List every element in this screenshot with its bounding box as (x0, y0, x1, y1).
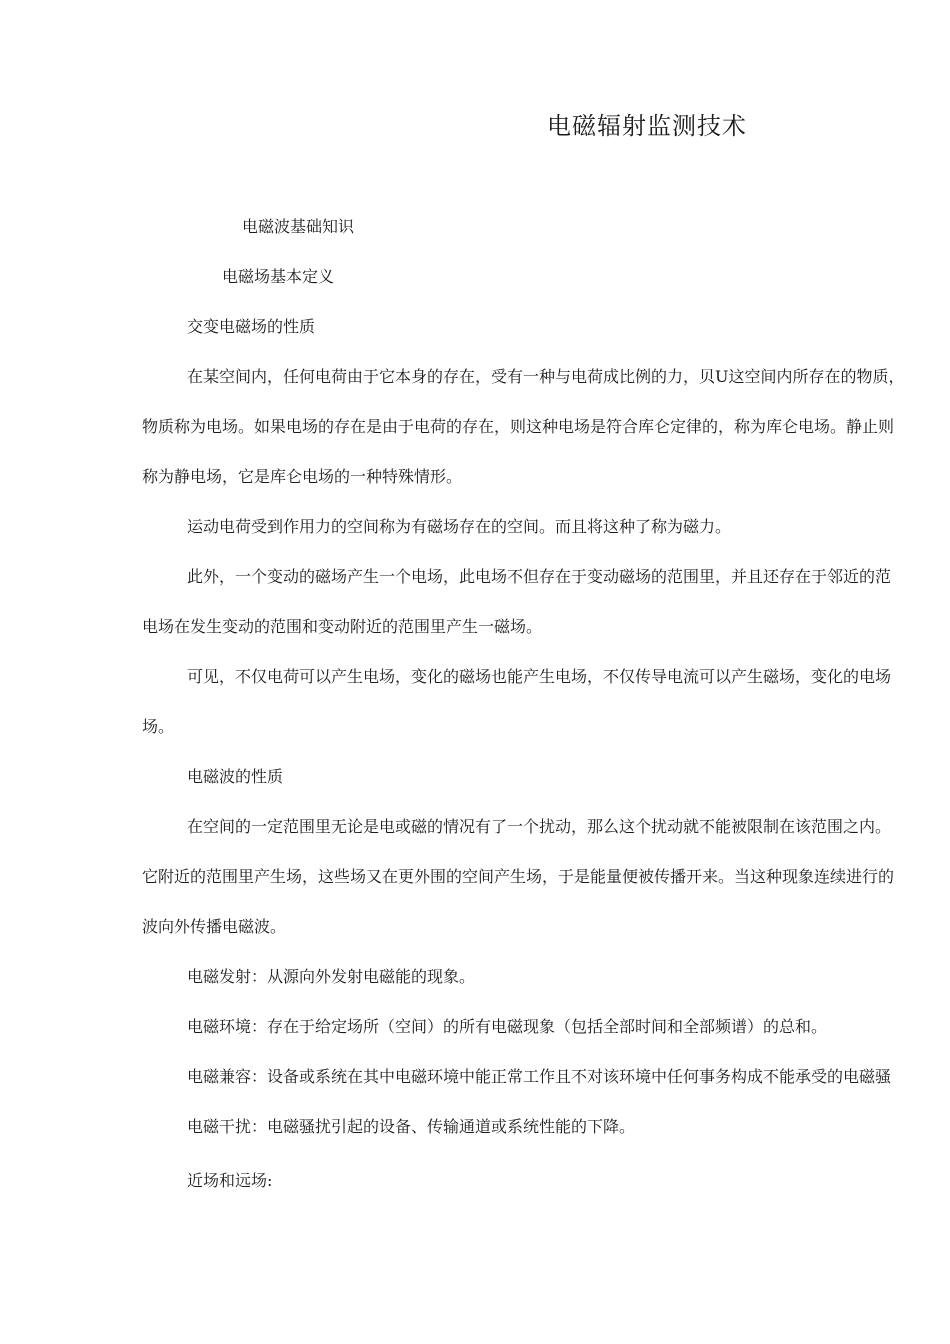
section-heading-alternating-field: 交变电磁场的性质 (187, 317, 316, 336)
section-heading-em-basics: 电磁波基础知识 (242, 217, 355, 236)
section-heading-em-field-definition: 电磁场基本定义 (222, 267, 335, 286)
paragraph-line: 称为静电场，它是库仑电场的一种特殊情形。 (142, 467, 463, 486)
section-heading-near-far-field: 近场和远场: (187, 1171, 273, 1190)
definition-em-interference: 电磁干扰：电磁骚扰引起的设备、传输通道或系统性能的下降。 (187, 1117, 636, 1136)
definition-em-compatibility: 电磁兼容：设备或系统在其中电磁环境中能正常工作且不对该环境中任何事务构成不能承受的电磁骚 (187, 1067, 892, 1086)
paragraph-line: 波向外传播电磁波。 (142, 917, 287, 936)
paragraph-line: 运动电荷受到作用力的空间称为有磁场存在的空间。而且将这种了称为磁力。 (187, 517, 732, 536)
document-title: 电磁辐射监测技术 (547, 112, 747, 140)
paragraph-line: 电场在发生变动的范围和变动附近的范围里产生一磁场。 (142, 617, 543, 636)
paragraph-line: 在空间的一定范围里无论是电或磁的情况有了一个扰动，那么这个扰动就不能被限制在该范围之内。 (187, 817, 892, 836)
definition-em-environment: 电磁环境：存在于给定场所（空间）的所有电磁现象（包括全部时间和全部频谱）的总和。 (187, 1017, 828, 1036)
definition-em-emission: 电磁发射：从源向外发射电磁能的现象。 (187, 967, 476, 986)
section-heading-em-wave-properties: 电磁波的性质 (187, 767, 284, 786)
paragraph-line: 此外，一个变动的磁场产生一个电场，此电场不但存在于变动磁场的范围里，并且还存在于邻近的范 (187, 567, 892, 586)
paragraph-line: 可见，不仅电荷可以产生电场，变化的磁场也能产生电场，不仅传导电流可以产生磁场，变化的电场 (187, 667, 892, 686)
paragraph-line: 物质称为电场。如果电场的存在是由于电荷的存在，则这种电场是符合库仑定律的，称为库仑电场。静止则 (142, 417, 895, 436)
paragraph-line: 场。 (142, 717, 175, 736)
paragraph-line: 它附近的范围里产生场，这些场又在更外围的空间产生场，于是能量便被传播开来。当这种现象连续进行的 (142, 867, 895, 886)
paragraph-line: 在某空间内，任何电荷由于它本身的存在，受有一种与电荷成比例的力，贝U这空间内所存在的物质， (187, 367, 905, 386)
